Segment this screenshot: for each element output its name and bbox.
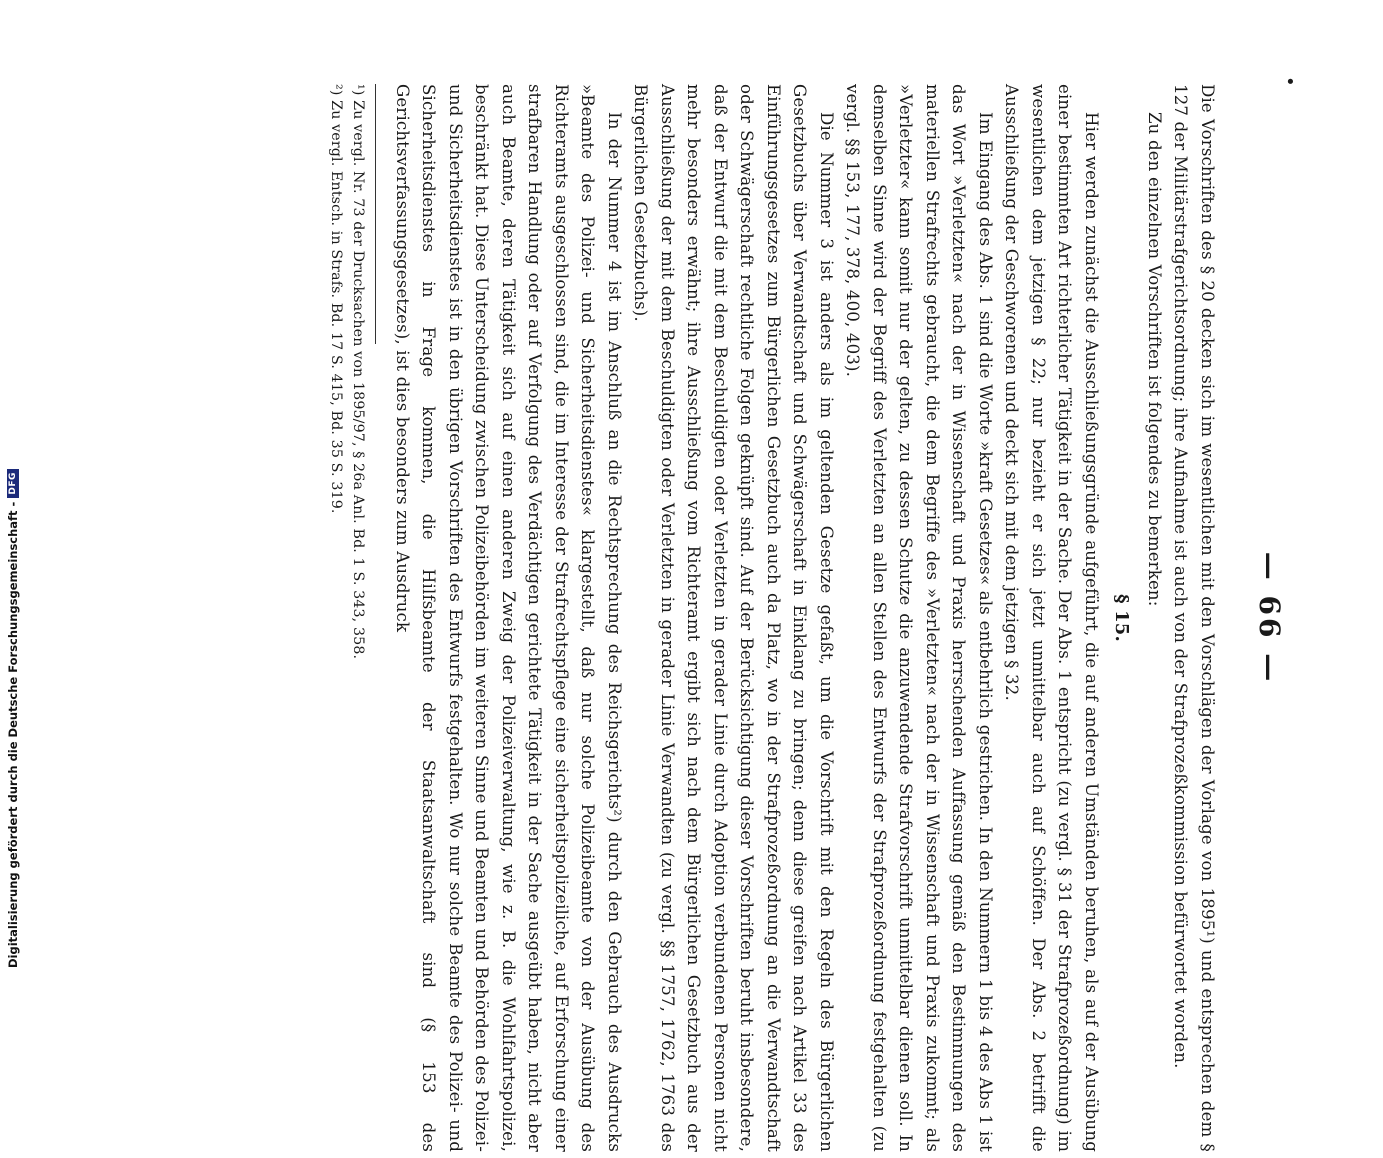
footnotes xyxy=(326,84,370,1152)
scan-mark: • xyxy=(1279,76,1300,87)
intro-lead: Zu den einzelnen Vorschriften ist folgendes zu bemerken: xyxy=(1145,112,1164,607)
digitization-notice xyxy=(6,88,20,968)
document-page xyxy=(80,76,1300,1158)
body-paragraph-1: Hier werden zunächst die Ausschließungsgründe aufgeführt, die auf anderen Umständen beruhen, als auf der Ausübung einer bestimmten Art richterlicher Tätigkeit in der Sache. Der Abs. 1 entspricht (zu vergl. § 31 der Strafprozeßordnung) im wesentlichen dem jetzigen § 22; nur bezieht er sich jetzt unmittelbar auch auf Schöffen. Der Abs. 2 betrifft die Ausschließung der Geschworenen und deckt sich mit dem jetzigen § 32. xyxy=(1002,84,1101,1152)
section-heading: § 15. xyxy=(1111,594,1133,642)
body-paragraph-3: Die Nummer 3 ist anders als im geltenden Gesetze gefaßt, um die Vorschrift mit den Regeln des Bürgerlichen Gesetzbuchs über Verwandtschaft und Schwägerschaft in Einklang zu bringen; denn diese greifen nach Artikel 33 des Einführungsgesetzes zum Bürgerlichen Gesetzbuch auch da Platz, wo in der Strafprozeßordnung an die Verwandtschaft oder Schwägerschaft rechtliche Folgen geknüpft sind. Auf der Berücksichtigung dieser Vorschriften beruht insbesondere, daß der Entwurf die mit dem Beschuldigten oder Verletzten in gerader Linie durch Adoption verbundenen Personen nicht mehr besonders erwähnt; ihre Ausschließung vom Richteramt ergibt sich nach dem Bürgerlichen Gesetzbuch aus der Ausschließung der mit dem Beschuldigten oder Verletzten in gerader Linie Verwandten (zu vergl. §§ 1757, 1762, 1763 des Bürgerlichen Gesetzbuchs). xyxy=(631,84,836,1152)
footnote-divider xyxy=(376,84,377,344)
page-number: — 66 — xyxy=(1253,551,1286,685)
body-paragraph-4: In der Nummer 4 ist im Anschluß an die Rechtsprechung des Reichsgerichts²) durch den Gebrauch des Ausdrucks »Beamte des Polizei- und Sicherheitsdienstes« klargestellt, daß nur solche Polizeibeamte von der Ausübung des Richteramts ausgeschlossen sind, die im Interesse der Strafrechtspflege eine sicherheitspolizeiliche, auf Erforschung einer strafbaren Handlung oder auf Verfolgung des Verdächtigen gerichtete Tätigkeit in der Sache ausgeübt haben, nicht aber auch Beamte, deren Tätigkeit sich auf einen anderen Zweig der Polizeiverwaltung, wie z. B. die Wohlfahrtspolizei, beschränkt hat. Diese Unterscheidung zwischen Polizeibehörden im weiteren Sinne und Beamten und Behörden des Polizei- und Sicherheitsdienstes ist in den übrigen Vorschriften des Entwurfs festgehalten. Wo nur solche Beamte des Polizei- und Sicherheitsdienstes in Frage kommen, die Hilfsbeamte der Staatsanwaltschaft sind (§ 153 des Gerichtsverfassungsgesetzes), ist dies besonders zum Ausdruck xyxy=(393,84,624,1152)
footnote-1: ¹) Zu vergl. Nr. 73 der Drucksachen von 1895/97, § 26a Anl. Bd. 1 S. 343, 358. xyxy=(350,84,367,660)
footnote-2: ²) Zu vergl. Entsch. in Strafs. Bd. 17 S. 415, Bd. 35 S. 319. xyxy=(328,84,345,514)
body-paragraph-2: Im Eingang des Abs. 1 sind die Worte »kraft Gesetzes« als entbehrlich gestrichen. In den Nummern 1 bis 4 des Abs 1 ist das Wort »Verletzten« nach der in Wissenschaft und Praxis herrschenden Auffassung gemäß den Bestimmungen des materiellen Strafrechts gebraucht, die dem Begriffe des »Verletzten« nach der in Wissenschaft und Praxis zukommt; als »Verletzter« kann somit nur der gelten, zu dessen Schutze die anzuwendende Strafvorschrift unmittelbar dienen soll. In demselben Sinne wird der Begriff des Verletzten an allen Stellen des Entwurfs der Strafprozeßordnung festgehalten (zu vergl. §§ 153, 177, 378, 400, 403). xyxy=(843,84,995,1152)
digitization-notice-text: Digitalisierung gefördert durch die Deutsche Forschungsgemeinschaft - xyxy=(6,501,20,968)
dfg-logo: DFG xyxy=(7,469,19,498)
intro-paragraph: Die Vorschriften des § 20 decken sich im wesentlichen mit den Vorschlägen der Vorlage von 1895¹) und entsprechen dem § 127 der Militärstrafgerichtsordnung; ihre Aufnahme ist auch von der Strafprozeßkommission befürwortet worden. xyxy=(1171,84,1217,1152)
